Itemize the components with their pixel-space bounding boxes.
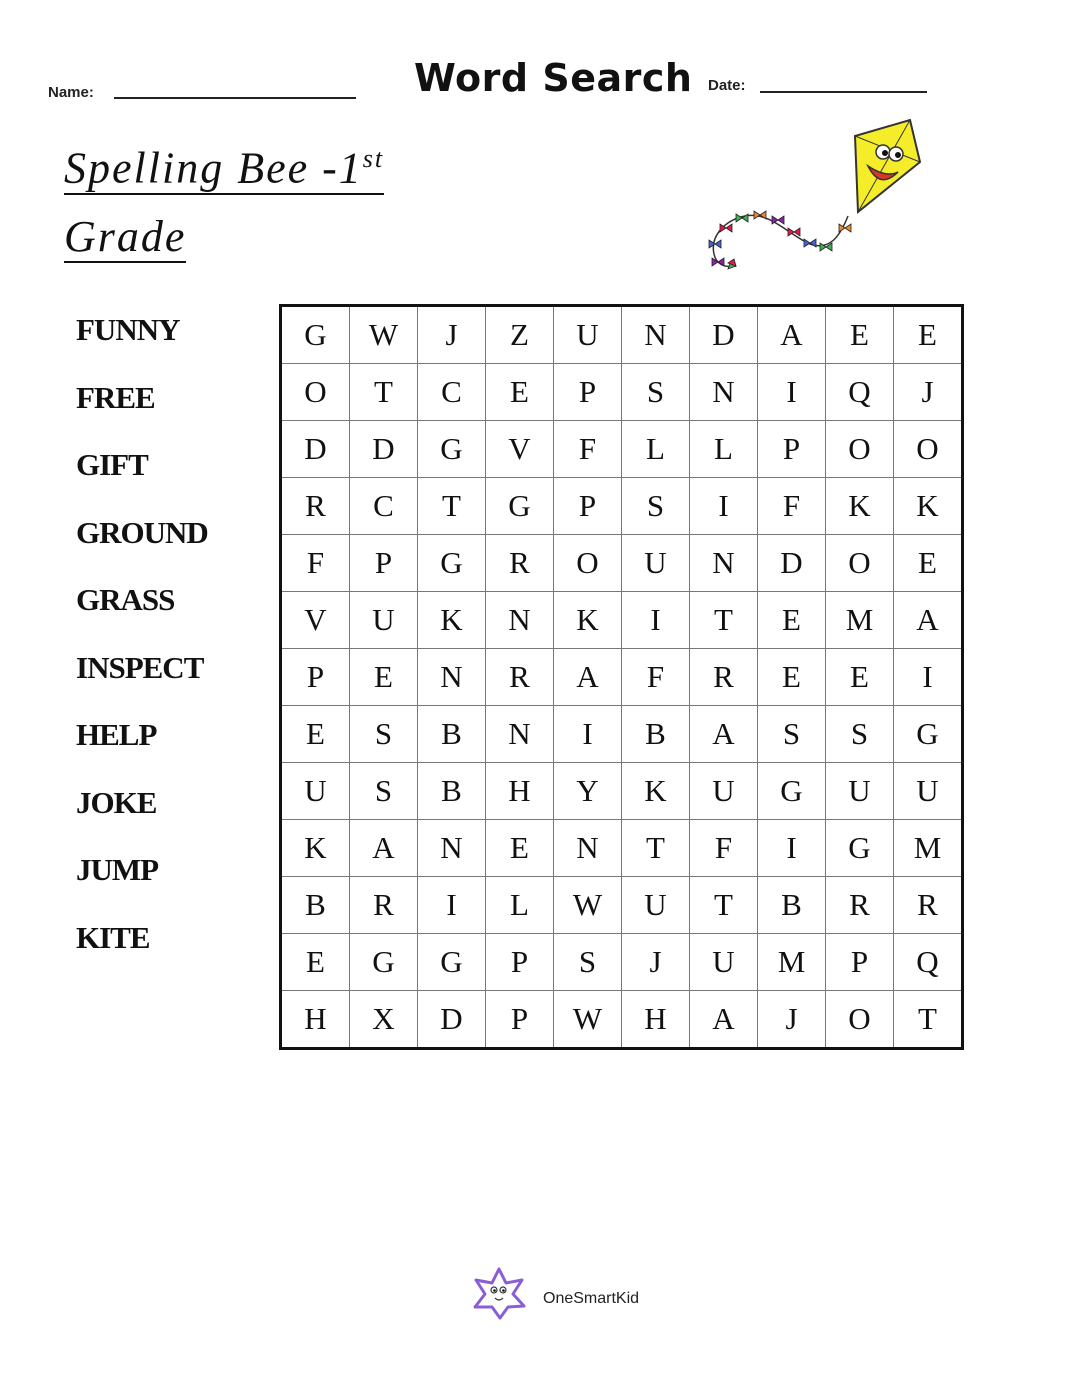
grid-cell[interactable]: F [690, 820, 758, 877]
grid-cell[interactable]: X [350, 991, 418, 1049]
grid-cell[interactable]: P [826, 934, 894, 991]
grid-cell[interactable]: S [758, 706, 826, 763]
grid-cell[interactable]: M [894, 820, 963, 877]
grid-cell[interactable]: U [826, 763, 894, 820]
grid-cell[interactable]: M [826, 592, 894, 649]
word-list-item: GIFT [76, 447, 148, 482]
grid-cell[interactable]: Q [826, 364, 894, 421]
name-line[interactable] [114, 97, 356, 99]
word-list-item: KITE [76, 919, 150, 955]
grid-cell[interactable]: R [894, 877, 963, 934]
grid-cell[interactable]: U [690, 763, 758, 820]
grid-cell[interactable]: R [350, 877, 418, 934]
grid-cell[interactable]: L [690, 421, 758, 478]
grid-cell[interactable]: P [486, 991, 554, 1049]
grid-row [281, 478, 963, 535]
subtitle-text: Spelling Bee -1 [64, 144, 363, 193]
grid-cell[interactable]: F [554, 421, 622, 478]
grid-cell[interactable]: P [554, 364, 622, 421]
grid-cell[interactable]: E [758, 592, 826, 649]
grid-cell[interactable]: O [826, 535, 894, 592]
word-list-item: INSPECT [76, 649, 204, 685]
grid-cell[interactable]: V [486, 421, 554, 478]
grid-cell[interactable]: K [894, 478, 963, 535]
word-list-item: GRASS [76, 582, 175, 617]
grid-cell[interactable]: J [894, 364, 963, 421]
grid-cell[interactable]: U [350, 592, 418, 649]
grid-cell[interactable]: N [418, 820, 486, 877]
grid-row [281, 763, 963, 820]
grid-cell[interactable]: S [350, 706, 418, 763]
grid-cell[interactable]: E [281, 934, 350, 991]
grid-cell[interactable]: R [486, 535, 554, 592]
grid-cell[interactable]: D [350, 421, 418, 478]
grid-cell[interactable]: E [894, 306, 963, 364]
page-title: Word Search [414, 56, 693, 100]
grid-cell[interactable]: U [690, 934, 758, 991]
grid-cell[interactable]: C [350, 478, 418, 535]
grid-cell[interactable]: T [894, 991, 963, 1049]
grid-cell[interactable]: I [758, 820, 826, 877]
grid-cell[interactable]: N [622, 306, 690, 364]
grid-cell[interactable]: I [622, 592, 690, 649]
grid-cell[interactable]: H [622, 991, 690, 1049]
grid-cell[interactable]: S [622, 364, 690, 421]
grid-cell[interactable]: T [690, 877, 758, 934]
grid-cell[interactable]: Z [486, 306, 554, 364]
grid-row [281, 706, 963, 763]
grid-cell[interactable]: P [758, 421, 826, 478]
grid-cell[interactable]: E [826, 649, 894, 706]
grid-cell[interactable]: I [418, 877, 486, 934]
grid-cell[interactable]: P [281, 649, 350, 706]
grid-cell[interactable]: F [758, 478, 826, 535]
grid-cell[interactable]: I [554, 706, 622, 763]
grid-cell[interactable]: J [622, 934, 690, 991]
grid-cell[interactable]: P [554, 478, 622, 535]
grid-cell[interactable]: H [486, 763, 554, 820]
date-line[interactable] [760, 91, 927, 93]
grid-cell[interactable]: O [826, 991, 894, 1049]
grid-cell[interactable]: F [622, 649, 690, 706]
grid-cell[interactable]: S [826, 706, 894, 763]
grid-cell[interactable]: O [554, 535, 622, 592]
grid-cell[interactable]: T [418, 478, 486, 535]
grid-cell[interactable]: R [826, 877, 894, 934]
grid-cell[interactable]: F [281, 535, 350, 592]
grid-cell[interactable]: B [418, 763, 486, 820]
grid-cell[interactable]: O [281, 364, 350, 421]
grid-cell[interactable]: A [690, 991, 758, 1049]
subtitle-superscript: st [362, 144, 385, 174]
grid-cell[interactable]: W [554, 877, 622, 934]
grid-cell[interactable]: R [486, 649, 554, 706]
smiling-kite-icon [700, 116, 930, 284]
grid-cell[interactable]: U [554, 306, 622, 364]
grid-cell[interactable]: A [690, 706, 758, 763]
grid-row [281, 934, 963, 991]
grid-cell[interactable]: Q [894, 934, 963, 991]
grid-cell[interactable]: E [826, 306, 894, 364]
grid-cell[interactable]: E [486, 364, 554, 421]
grid-cell[interactable]: N [486, 592, 554, 649]
grid-cell[interactable]: G [281, 306, 350, 364]
grid-cell[interactable]: R [690, 649, 758, 706]
grid-row [281, 877, 963, 934]
grid-row [281, 991, 963, 1049]
name-label: Name: [48, 84, 94, 101]
grid-cell[interactable]: N [690, 364, 758, 421]
grid-cell[interactable]: B [418, 706, 486, 763]
grid-cell[interactable]: E [281, 706, 350, 763]
grid-cell[interactable]: G [826, 820, 894, 877]
word-list-item: JOKE [76, 784, 157, 820]
word-list [76, 312, 208, 987]
grid-cell[interactable]: J [758, 991, 826, 1049]
word-list-item: FUNNY [76, 312, 180, 347]
grid-cell[interactable]: E [350, 649, 418, 706]
grid-cell[interactable]: C [418, 364, 486, 421]
grid-cell[interactable]: E [486, 820, 554, 877]
grid-cell[interactable]: D [758, 535, 826, 592]
grid-cell[interactable]: G [486, 478, 554, 535]
grid-cell[interactable]: B [758, 877, 826, 934]
grid-cell[interactable]: D [690, 306, 758, 364]
word-list-item: FREE [76, 379, 155, 415]
grid-row [281, 535, 963, 592]
grid-cell[interactable]: R [281, 478, 350, 535]
grid-cell[interactable]: V [281, 592, 350, 649]
grid-row [281, 649, 963, 706]
grid-cell[interactable]: T [350, 364, 418, 421]
grid-cell[interactable]: I [758, 364, 826, 421]
grid-cell[interactable]: D [281, 421, 350, 478]
grid-cell[interactable]: U [622, 535, 690, 592]
word-list-item: HELP [76, 717, 157, 752]
word-list-item: JUMP [76, 852, 159, 887]
grid-cell[interactable]: G [894, 706, 963, 763]
grid-cell[interactable]: N [418, 649, 486, 706]
grid-cell[interactable]: K [281, 820, 350, 877]
brand-name: OneSmartKid [543, 1290, 640, 1307]
grid-cell[interactable]: L [622, 421, 690, 478]
grid-cell[interactable]: G [350, 934, 418, 991]
grid-cell[interactable]: B [281, 877, 350, 934]
subtitle-line-1 [64, 135, 384, 195]
grid-cell[interactable]: K [622, 763, 690, 820]
grid-row [281, 820, 963, 877]
grid-cell[interactable]: S [350, 763, 418, 820]
grid-cell[interactable]: N [690, 535, 758, 592]
smiling-star-icon [470, 1266, 528, 1320]
grid-cell[interactable]: D [418, 991, 486, 1049]
grid-cell[interactable]: H [281, 991, 350, 1049]
grid-cell[interactable]: I [894, 649, 963, 706]
grid-cell[interactable]: P [350, 535, 418, 592]
grid-cell[interactable]: U [622, 877, 690, 934]
grid-cell[interactable]: S [554, 934, 622, 991]
grid-cell[interactable]: P [486, 934, 554, 991]
grid-row [281, 364, 963, 421]
grid-cell[interactable]: B [622, 706, 690, 763]
grid-row [281, 592, 963, 649]
grid-cell[interactable]: K [826, 478, 894, 535]
date-label: Date: [708, 77, 746, 94]
subtitle [64, 135, 404, 271]
grid-cell[interactable]: K [554, 592, 622, 649]
grid-cell[interactable]: G [418, 934, 486, 991]
grid-cell[interactable]: G [418, 421, 486, 478]
grid-row [281, 306, 963, 364]
letter-grid [279, 304, 964, 1050]
grid-cell[interactable]: G [758, 763, 826, 820]
grid-cell[interactable]: U [894, 763, 963, 820]
grid-cell[interactable]: A [758, 306, 826, 364]
word-list-item: GROUND [76, 514, 208, 550]
grid-cell[interactable]: W [554, 991, 622, 1049]
grid-cell[interactable]: A [350, 820, 418, 877]
grid-cell[interactable]: U [281, 763, 350, 820]
grid-cell[interactable]: E [758, 649, 826, 706]
grid-cell[interactable]: S [622, 478, 690, 535]
grid-cell[interactable]: K [418, 592, 486, 649]
grid-cell[interactable]: I [690, 478, 758, 535]
grid-cell[interactable]: A [554, 649, 622, 706]
grid-cell[interactable]: W [350, 306, 418, 364]
grid-cell[interactable]: T [622, 820, 690, 877]
grid-cell[interactable]: G [418, 535, 486, 592]
grid-cell[interactable]: M [758, 934, 826, 991]
grid-cell[interactable]: Y [554, 763, 622, 820]
grid-cell[interactable]: N [554, 820, 622, 877]
grid-cell[interactable]: E [894, 535, 963, 592]
subtitle-line-2: Grade [64, 212, 187, 261]
grid-cell[interactable]: N [486, 706, 554, 763]
grid-cell[interactable]: J [418, 306, 486, 364]
grid-cell[interactable]: O [826, 421, 894, 478]
grid-row [281, 421, 963, 478]
grid-cell[interactable]: T [690, 592, 758, 649]
grid-cell[interactable]: O [894, 421, 963, 478]
grid-cell[interactable]: A [894, 592, 963, 649]
grid-cell[interactable]: L [486, 877, 554, 934]
